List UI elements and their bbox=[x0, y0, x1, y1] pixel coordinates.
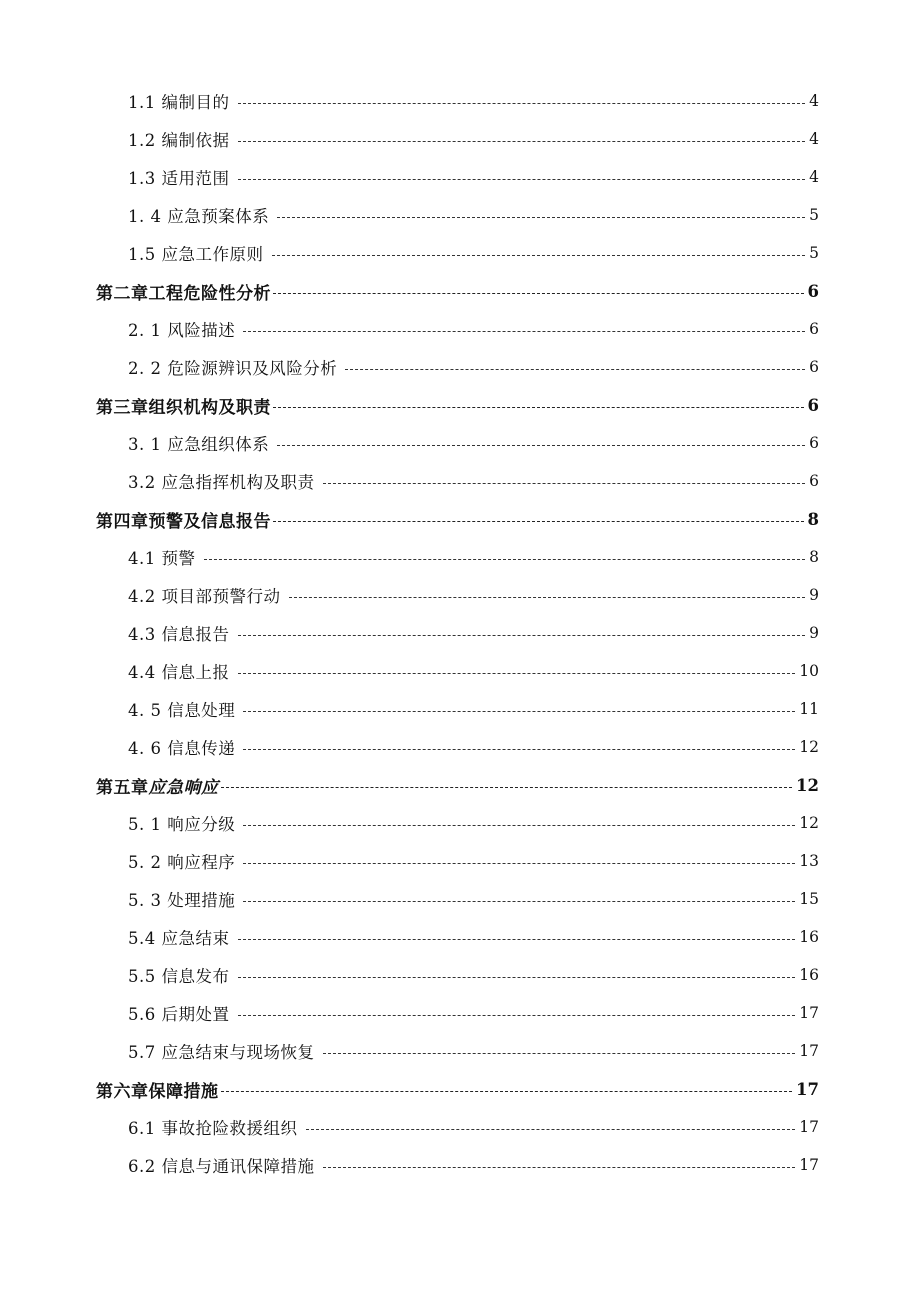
dot-leader bbox=[243, 901, 795, 902]
toc-entry[interactable] bbox=[0, 880, 920, 918]
toc-entry-title: 2. 1 风险描述 bbox=[128, 321, 236, 340]
toc-page-number: 10 bbox=[799, 662, 819, 680]
toc-page-number: 17 bbox=[799, 1118, 819, 1136]
toc-page-number: 16 bbox=[799, 928, 819, 946]
toc-entry-title: 5.5 信息发布 bbox=[128, 967, 230, 986]
toc-page-number: 8 bbox=[809, 548, 819, 566]
dot-leader bbox=[272, 255, 806, 256]
dot-leader bbox=[243, 331, 805, 332]
toc-page-number: 11 bbox=[799, 700, 819, 718]
toc-entry[interactable] bbox=[0, 196, 920, 234]
toc-entry[interactable] bbox=[0, 804, 920, 842]
toc-entry[interactable] bbox=[0, 690, 920, 728]
dot-leader bbox=[273, 407, 804, 408]
toc-entry[interactable] bbox=[0, 652, 920, 690]
table-of-contents bbox=[0, 82, 920, 1184]
toc-entry-title: 1.1 编制目的 bbox=[128, 93, 230, 112]
toc-entry-title: 5.4 应急结束 bbox=[128, 929, 230, 948]
toc-chapter-entry[interactable] bbox=[0, 386, 920, 424]
toc-entry[interactable] bbox=[0, 994, 920, 1032]
dot-leader bbox=[306, 1129, 796, 1130]
toc-entry[interactable] bbox=[0, 538, 920, 576]
dot-leader bbox=[243, 825, 795, 826]
dot-leader bbox=[277, 445, 805, 446]
toc-chapter-title: 第六章保障措施 bbox=[96, 1081, 219, 1102]
toc-chapter-title: 第三章组织机构及职责 bbox=[96, 397, 271, 418]
toc-entry-title: 5. 2 响应程序 bbox=[128, 853, 236, 872]
toc-chapter-entry[interactable] bbox=[0, 500, 920, 538]
toc-page-number: 12 bbox=[799, 738, 819, 756]
toc-entry[interactable] bbox=[0, 82, 920, 120]
toc-page-number: 4 bbox=[809, 92, 819, 110]
toc-page-number: 17 bbox=[796, 1079, 819, 1099]
toc-page-number: 16 bbox=[799, 966, 819, 984]
toc-entry[interactable] bbox=[0, 842, 920, 880]
toc-chapter-entry[interactable] bbox=[0, 766, 920, 804]
toc-chapter-title: 第四章预警及信息报告 bbox=[96, 511, 271, 532]
toc-entry[interactable] bbox=[0, 120, 920, 158]
dot-leader bbox=[238, 939, 796, 940]
dot-leader bbox=[238, 103, 806, 104]
dot-leader bbox=[238, 635, 806, 636]
toc-entry-title: 4.3 信息报告 bbox=[128, 625, 230, 644]
toc-entry-title: 3.2 应急指挥机构及职责 bbox=[128, 473, 315, 492]
toc-page-number: 4 bbox=[809, 168, 819, 186]
toc-entry[interactable] bbox=[0, 956, 920, 994]
toc-entry-title: 6.2 信息与通讯保障措施 bbox=[128, 1157, 315, 1176]
toc-page-number: 6 bbox=[807, 281, 819, 301]
dot-leader bbox=[238, 673, 796, 674]
toc-entry[interactable] bbox=[0, 234, 920, 272]
toc-entry[interactable] bbox=[0, 310, 920, 348]
toc-entry[interactable] bbox=[0, 424, 920, 462]
dot-leader bbox=[273, 293, 804, 294]
toc-entry[interactable] bbox=[0, 462, 920, 500]
toc-page-number: 5 bbox=[809, 206, 819, 224]
toc-entry[interactable] bbox=[0, 728, 920, 766]
toc-page-number: 6 bbox=[809, 472, 819, 490]
dot-leader bbox=[221, 1091, 793, 1092]
toc-entry-title: 1.3 适用范围 bbox=[128, 169, 230, 188]
toc-entry-title: 4.2 项目部预警行动 bbox=[128, 587, 281, 606]
dot-leader bbox=[273, 521, 804, 522]
toc-entry[interactable] bbox=[0, 576, 920, 614]
dot-leader bbox=[277, 217, 805, 218]
toc-page-number: 17 bbox=[799, 1004, 819, 1022]
toc-chapter-entry[interactable] bbox=[0, 1070, 920, 1108]
toc-chapter-entry[interactable] bbox=[0, 272, 920, 310]
dot-leader bbox=[204, 559, 806, 560]
dot-leader bbox=[238, 179, 806, 180]
toc-chapter-title bbox=[96, 773, 219, 798]
toc-entry-title: 1. 4 应急预案体系 bbox=[128, 207, 270, 226]
toc-page-number: 17 bbox=[799, 1156, 819, 1174]
dot-leader bbox=[323, 483, 806, 484]
toc-page-number: 6 bbox=[809, 434, 819, 452]
toc-entry[interactable] bbox=[0, 1146, 920, 1184]
toc-entry-title: 4.1 预警 bbox=[128, 549, 196, 568]
toc-entry[interactable] bbox=[0, 1032, 920, 1070]
toc-page-number: 15 bbox=[799, 890, 819, 908]
dot-leader bbox=[323, 1167, 796, 1168]
toc-entry-title: 4. 6 信息传递 bbox=[128, 739, 236, 758]
toc-page-number: 12 bbox=[796, 775, 819, 795]
toc-entry[interactable] bbox=[0, 1108, 920, 1146]
toc-chapter-emphasis: 应急响应 bbox=[148, 777, 219, 798]
toc-chapter-title: 第二章工程危险性分析 bbox=[96, 283, 271, 304]
toc-entry[interactable] bbox=[0, 614, 920, 652]
toc-page-number: 8 bbox=[807, 509, 819, 529]
toc-entry-title: 3. 1 应急组织体系 bbox=[128, 435, 270, 454]
toc-page-number: 9 bbox=[809, 586, 819, 604]
dot-leader bbox=[289, 597, 806, 598]
dot-leader bbox=[238, 1015, 796, 1016]
dot-leader bbox=[243, 749, 795, 750]
toc-entry[interactable] bbox=[0, 158, 920, 196]
toc-page-number: 9 bbox=[809, 624, 819, 642]
toc-entry-title: 5.7 应急结束与现场恢复 bbox=[128, 1043, 315, 1062]
toc-page-number: 4 bbox=[809, 130, 819, 148]
toc-page-number: 6 bbox=[807, 395, 819, 415]
dot-leader bbox=[345, 369, 805, 370]
toc-entry-title: 6.1 事故抢险救援组织 bbox=[128, 1119, 298, 1138]
toc-page-number: 13 bbox=[799, 852, 819, 870]
toc-entry-title: 1.5 应急工作原则 bbox=[128, 245, 264, 264]
dot-leader bbox=[323, 1053, 796, 1054]
toc-entry-title: 5. 3 处理措施 bbox=[128, 891, 236, 910]
dot-leader bbox=[238, 141, 806, 142]
dot-leader bbox=[243, 863, 795, 864]
toc-page-number: 12 bbox=[799, 814, 819, 832]
toc-entry-title: 5.6 后期处置 bbox=[128, 1005, 230, 1024]
toc-page-number: 6 bbox=[809, 320, 819, 338]
toc-entry-title: 1.2 编制依据 bbox=[128, 131, 230, 150]
dot-leader bbox=[243, 711, 795, 712]
toc-entry-title: 4.4 信息上报 bbox=[128, 663, 230, 682]
toc-chapter-prefix: 第五章 bbox=[96, 777, 149, 798]
toc-entry-title: 4. 5 信息处理 bbox=[128, 701, 236, 720]
toc-page-number: 6 bbox=[809, 358, 819, 376]
dot-leader bbox=[238, 977, 796, 978]
toc-page-number: 17 bbox=[799, 1042, 819, 1060]
dot-leader bbox=[221, 787, 793, 788]
toc-page-number: 5 bbox=[809, 244, 819, 262]
toc-entry-title: 5. 1 响应分级 bbox=[128, 815, 236, 834]
toc-entry[interactable] bbox=[0, 918, 920, 956]
toc-entry-title: 2. 2 危险源辨识及风险分析 bbox=[128, 359, 338, 378]
toc-entry[interactable] bbox=[0, 348, 920, 386]
